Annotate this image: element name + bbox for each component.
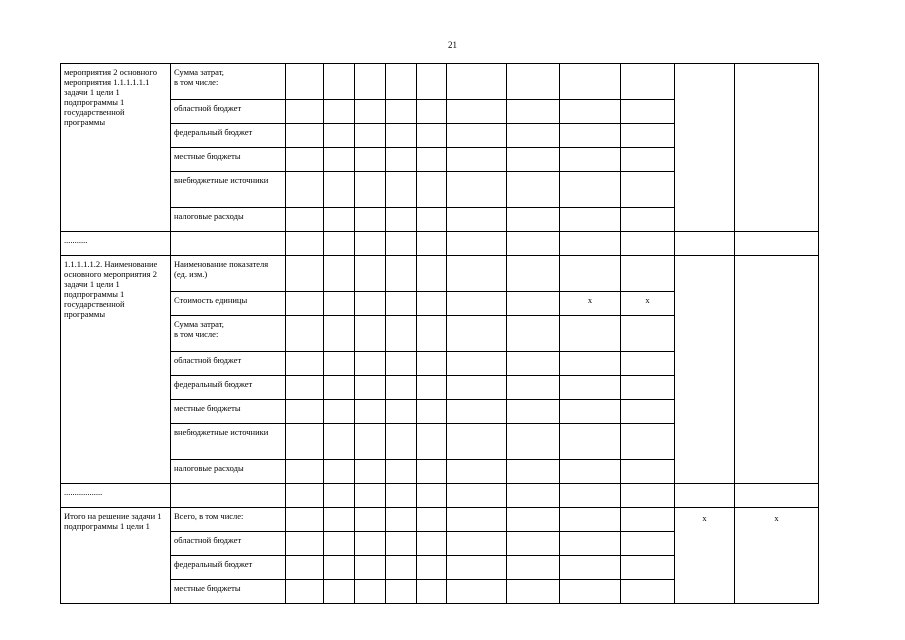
empty-cell — [447, 232, 507, 256]
indicator-cell: областной бюджет — [171, 352, 286, 376]
empty-cell — [560, 484, 621, 508]
empty-cell — [355, 124, 386, 148]
empty-cell — [286, 460, 324, 484]
empty-cell — [386, 208, 417, 232]
empty-cell — [447, 148, 507, 172]
empty-cell — [324, 352, 355, 376]
indicator-cell: внебюджетные источники — [171, 172, 286, 208]
empty-cell — [355, 64, 386, 100]
empty-cell — [447, 424, 507, 460]
empty-cell — [447, 400, 507, 424]
empty-cell — [417, 460, 447, 484]
empty-cell — [560, 532, 621, 556]
empty-cell — [355, 232, 386, 256]
empty-cell — [417, 508, 447, 532]
empty-cell — [621, 124, 675, 148]
empty-cell — [560, 64, 621, 100]
empty-cell — [324, 172, 355, 208]
empty-cell — [621, 148, 675, 172]
empty-cell — [621, 424, 675, 460]
empty-cell — [447, 64, 507, 100]
empty-cell — [560, 508, 621, 532]
empty-cell — [507, 580, 560, 604]
indicator-cell: местные бюджеты — [171, 580, 286, 604]
empty-cell — [417, 148, 447, 172]
empty-cell — [560, 376, 621, 400]
empty-cell — [417, 376, 447, 400]
empty-cell — [324, 376, 355, 400]
empty-cell — [286, 208, 324, 232]
empty-cell — [355, 460, 386, 484]
empty-cell — [386, 376, 417, 400]
empty-cell — [735, 232, 819, 256]
empty-cell — [324, 100, 355, 124]
empty-cell — [324, 256, 355, 292]
empty-cell — [560, 148, 621, 172]
empty-cell — [417, 292, 447, 316]
empty-cell — [447, 556, 507, 580]
empty-cell — [507, 424, 560, 460]
empty-cell — [560, 172, 621, 208]
table-row — [61, 256, 819, 292]
separator-cell: .................. — [61, 484, 171, 508]
empty-cell — [324, 556, 355, 580]
empty-cell — [675, 64, 735, 232]
empty-cell — [621, 484, 675, 508]
empty-cell — [355, 376, 386, 400]
empty-cell — [417, 172, 447, 208]
budget-table — [60, 63, 819, 604]
empty-cell — [324, 400, 355, 424]
empty-cell — [355, 400, 386, 424]
indicator-cell: областной бюджет — [171, 100, 286, 124]
empty-cell — [621, 532, 675, 556]
empty-cell — [286, 376, 324, 400]
empty-cell — [621, 352, 675, 376]
empty-cell — [324, 424, 355, 460]
total-mark: х — [675, 508, 735, 604]
empty-cell — [621, 400, 675, 424]
total-mark: х — [735, 508, 819, 604]
empty-cell — [355, 100, 386, 124]
empty-cell — [507, 316, 560, 352]
indicator-cell: местные бюджеты — [171, 148, 286, 172]
empty-cell — [386, 172, 417, 208]
empty-cell — [324, 484, 355, 508]
empty-cell — [286, 232, 324, 256]
empty-cell — [286, 424, 324, 460]
empty-cell — [355, 256, 386, 292]
empty-cell — [386, 556, 417, 580]
empty-cell — [286, 556, 324, 580]
indicator-cell: налоговые расходы — [171, 460, 286, 484]
empty-cell — [447, 376, 507, 400]
empty-cell — [621, 508, 675, 532]
empty-cell — [447, 532, 507, 556]
empty-cell — [324, 460, 355, 484]
empty-cell — [560, 124, 621, 148]
empty-cell — [560, 256, 621, 292]
empty-cell — [735, 256, 819, 484]
row-group-label: Итого на решение задачи 1 подпрограммы 1 цели 1 — [61, 508, 171, 604]
indicator-cell: Стоимость единицы — [171, 292, 286, 316]
indicator-cell: Всего, в том числе: — [171, 508, 286, 532]
unit-cost-mark: х — [560, 292, 621, 316]
empty-cell — [621, 256, 675, 292]
empty-cell — [507, 172, 560, 208]
empty-cell — [507, 208, 560, 232]
empty-cell — [621, 100, 675, 124]
empty-cell — [355, 208, 386, 232]
empty-cell — [417, 100, 447, 124]
empty-cell — [560, 556, 621, 580]
empty-cell — [324, 316, 355, 352]
empty-cell — [447, 352, 507, 376]
empty-cell — [386, 64, 417, 100]
table-row — [61, 64, 819, 100]
empty-cell — [417, 256, 447, 292]
table-row — [61, 508, 819, 532]
empty-cell — [355, 508, 386, 532]
empty-cell — [560, 100, 621, 124]
empty-cell — [386, 100, 417, 124]
empty-cell — [447, 292, 507, 316]
empty-cell — [735, 64, 819, 232]
empty-cell — [417, 532, 447, 556]
empty-cell — [417, 124, 447, 148]
empty-cell — [560, 460, 621, 484]
empty-cell — [324, 508, 355, 532]
empty-cell — [355, 316, 386, 352]
empty-cell — [417, 424, 447, 460]
empty-cell — [560, 316, 621, 352]
empty-cell — [355, 352, 386, 376]
empty-cell — [386, 148, 417, 172]
empty-cell — [324, 124, 355, 148]
empty-cell — [507, 292, 560, 316]
empty-cell — [386, 292, 417, 316]
empty-cell — [286, 508, 324, 532]
empty-cell — [286, 580, 324, 604]
empty-cell — [286, 352, 324, 376]
empty-cell — [417, 352, 447, 376]
empty-cell — [417, 64, 447, 100]
empty-cell — [417, 556, 447, 580]
empty-cell — [386, 316, 417, 352]
row-group-label: мероприятия 2 основного мероприятия 1.1.1.1.1.1 задачи 1 цели 1 подпрограммы 1 государственной программы — [61, 64, 171, 232]
empty-cell — [355, 580, 386, 604]
empty-cell — [447, 508, 507, 532]
empty-cell — [286, 400, 324, 424]
empty-cell — [447, 484, 507, 508]
empty-cell — [417, 484, 447, 508]
empty-cell — [621, 172, 675, 208]
empty-cell — [171, 484, 286, 508]
empty-cell — [355, 148, 386, 172]
indicator-cell: местные бюджеты — [171, 400, 286, 424]
empty-cell — [324, 64, 355, 100]
empty-cell — [447, 100, 507, 124]
empty-cell — [286, 256, 324, 292]
indicator-cell: внебюджетные источники — [171, 424, 286, 460]
empty-cell — [386, 580, 417, 604]
empty-cell — [507, 124, 560, 148]
empty-cell — [507, 148, 560, 172]
empty-cell — [286, 148, 324, 172]
empty-cell — [324, 532, 355, 556]
empty-cell — [507, 484, 560, 508]
empty-cell — [286, 64, 324, 100]
empty-cell — [447, 172, 507, 208]
separator-cell: ........... — [61, 232, 171, 256]
empty-cell — [386, 256, 417, 292]
empty-cell — [386, 400, 417, 424]
empty-cell — [675, 256, 735, 484]
empty-cell — [386, 424, 417, 460]
empty-cell — [286, 100, 324, 124]
empty-cell — [507, 460, 560, 484]
empty-cell — [560, 208, 621, 232]
empty-cell — [386, 352, 417, 376]
empty-cell — [621, 580, 675, 604]
indicator-cell: Наименование показателя (ед. изм.) — [171, 256, 286, 292]
empty-cell — [324, 580, 355, 604]
empty-cell — [621, 556, 675, 580]
empty-cell — [621, 316, 675, 352]
empty-cell — [447, 580, 507, 604]
empty-cell — [507, 352, 560, 376]
unit-cost-mark: х — [621, 292, 675, 316]
empty-cell — [621, 460, 675, 484]
empty-cell — [675, 232, 735, 256]
empty-cell — [386, 460, 417, 484]
empty-cell — [507, 556, 560, 580]
empty-cell — [386, 124, 417, 148]
empty-cell — [286, 172, 324, 208]
empty-cell — [447, 124, 507, 148]
indicator-cell: Сумма затрат, в том числе: — [171, 64, 286, 100]
empty-cell — [355, 532, 386, 556]
indicator-cell: федеральный бюджет — [171, 556, 286, 580]
empty-cell — [171, 232, 286, 256]
empty-cell — [286, 484, 324, 508]
indicator-cell: Сумма затрат, в том числе: — [171, 316, 286, 352]
empty-cell — [675, 484, 735, 508]
page-number: 21 — [448, 40, 457, 50]
empty-cell — [507, 256, 560, 292]
empty-cell — [286, 316, 324, 352]
empty-cell — [507, 400, 560, 424]
empty-cell — [417, 232, 447, 256]
empty-cell — [621, 64, 675, 100]
empty-cell — [560, 232, 621, 256]
empty-cell — [560, 352, 621, 376]
empty-cell — [507, 232, 560, 256]
empty-cell — [621, 232, 675, 256]
empty-cell — [286, 532, 324, 556]
indicator-cell: областной бюджет — [171, 532, 286, 556]
empty-cell — [417, 316, 447, 352]
table-row — [61, 232, 819, 256]
empty-cell — [447, 256, 507, 292]
empty-cell — [560, 580, 621, 604]
empty-cell — [447, 208, 507, 232]
empty-cell — [621, 376, 675, 400]
empty-cell — [560, 424, 621, 460]
empty-cell — [386, 232, 417, 256]
empty-cell — [621, 208, 675, 232]
empty-cell — [324, 232, 355, 256]
empty-cell — [417, 580, 447, 604]
indicator-cell: федеральный бюджет — [171, 124, 286, 148]
empty-cell — [324, 292, 355, 316]
empty-cell — [386, 532, 417, 556]
empty-cell — [355, 484, 386, 508]
empty-cell — [286, 292, 324, 316]
empty-cell — [355, 556, 386, 580]
empty-cell — [735, 484, 819, 508]
empty-cell — [417, 208, 447, 232]
empty-cell — [324, 148, 355, 172]
empty-cell — [355, 172, 386, 208]
indicator-cell: налоговые расходы — [171, 208, 286, 232]
indicator-cell: федеральный бюджет — [171, 376, 286, 400]
empty-cell — [447, 316, 507, 352]
empty-cell — [507, 100, 560, 124]
empty-cell — [507, 376, 560, 400]
empty-cell — [417, 400, 447, 424]
empty-cell — [447, 460, 507, 484]
empty-cell — [386, 484, 417, 508]
empty-cell — [355, 424, 386, 460]
empty-cell — [324, 208, 355, 232]
empty-cell — [386, 508, 417, 532]
empty-cell — [286, 124, 324, 148]
table-row — [61, 484, 819, 508]
row-group-label: 1.1.1.1.1.2. Наименование основного мероприятия 2 задачи 1 цели 1 подпрограммы 1 государственной программы — [61, 256, 171, 484]
empty-cell — [355, 292, 386, 316]
empty-cell — [507, 508, 560, 532]
empty-cell — [507, 64, 560, 100]
empty-cell — [507, 532, 560, 556]
empty-cell — [560, 400, 621, 424]
